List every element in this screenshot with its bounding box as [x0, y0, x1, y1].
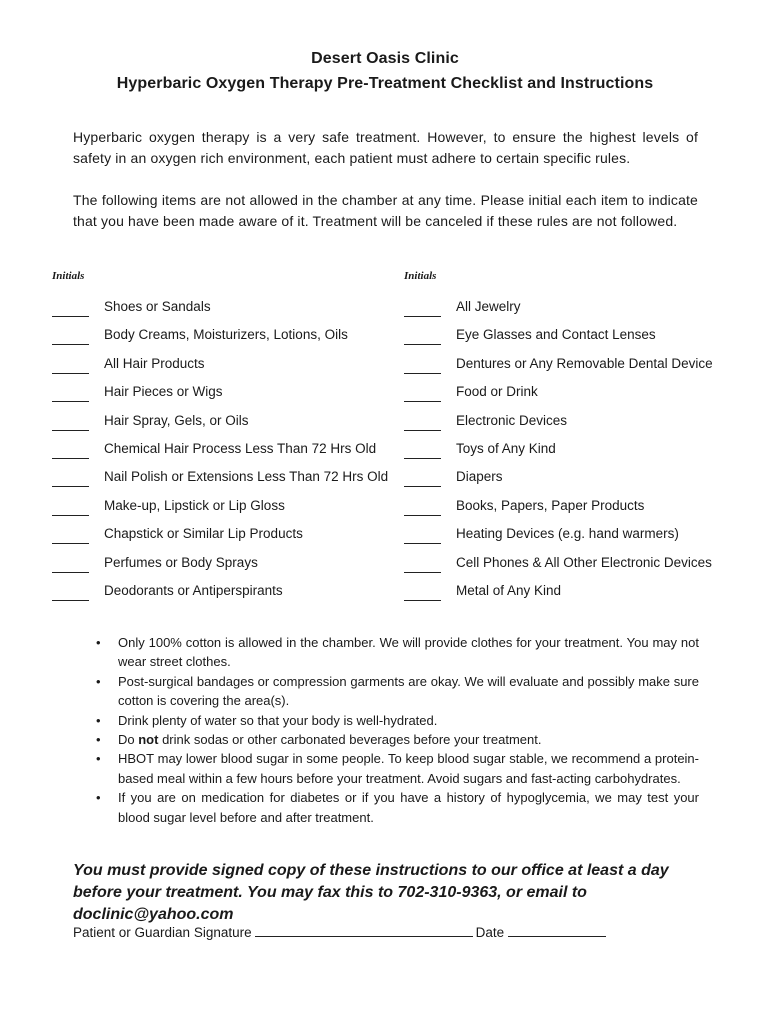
checklist-item: Toys of Any Kind [456, 440, 556, 456]
checklist-item: Books, Papers, Paper Products [456, 497, 645, 513]
instruction-item: • Only 100% cotton is allowed in the chamber. We will provide clothes for your treatment. You may not wear street clothes. [96, 635, 699, 670]
intro-paragraph-2: The following items are not allowed in the chamber at any time. Please initial each item to indicate that you have been made aware of it. Treatment will be canceled if these rules are not followed. [73, 192, 698, 229]
signature-line [73, 924, 606, 940]
checklist-item: Dentures or Any Removable Dental Device [456, 355, 713, 371]
initials-blank[interactable] [52, 543, 89, 544]
checklist-item: Hair Pieces or Wigs [104, 384, 223, 400]
checklist-item: Eye Glasses and Contact Lenses [456, 327, 656, 343]
initials-blank[interactable] [404, 344, 441, 345]
initials-blank[interactable] [52, 344, 89, 345]
initials-blank[interactable] [404, 515, 441, 516]
initials-blank[interactable] [52, 486, 89, 487]
initials-blank[interactable] [404, 572, 441, 573]
checklist-item: Body Creams, Moisturizers, Lotions, Oils [104, 327, 348, 343]
initials-blank[interactable] [52, 373, 89, 374]
date-label: Date [475, 925, 505, 940]
instruction-item: • Post-surgical bandages or compression garments are okay. We will evaluate and possibly make sure cotton is covering the area(s). [96, 673, 699, 709]
checklist-item: Nail Polish or Extensions Less Than 72 Hrs Old [104, 469, 389, 485]
checklist-item: Shoes or Sandals [104, 299, 211, 314]
clinic-name: Desert Oasis Clinic [311, 50, 459, 67]
checklist-item: All Jewelry [456, 299, 521, 314]
checklist-item: Heating Devices (e.g. hand warmers) [456, 526, 679, 542]
initials-blank[interactable] [404, 600, 441, 601]
checklist-item: Make-up, Lipstick or Lip Gloss [104, 497, 285, 513]
bullet-icon: • [96, 751, 101, 767]
form-title: Hyperbaric Oxygen Therapy Pre-Treatment Checklist and Instructions [116, 75, 654, 92]
initials-header-left: Initials [52, 270, 85, 282]
checklist-item: Food or Drink [456, 384, 538, 400]
initials-header-right: Initials [404, 270, 437, 282]
bullet-icon: • [96, 732, 101, 748]
checklist-item: All Hair Products [104, 355, 205, 371]
checklist-item: Perfumes or Body Sprays [104, 554, 258, 570]
initials-blank[interactable] [52, 458, 89, 459]
bullet-icon: • [96, 673, 101, 689]
instructions-list [96, 633, 699, 827]
checklist-item: Chapstick or Similar Lip Products [104, 526, 303, 542]
checklist-item: Cell Phones & All Other Electronic Devices [456, 554, 712, 570]
bullet-icon: • [96, 790, 101, 806]
signature-label: Patient or Guardian Signature [73, 925, 252, 940]
initials-blank[interactable] [52, 600, 89, 601]
checklist-item: Hair Spray, Gels, or Oils [104, 412, 249, 428]
checklist-item: Chemical Hair Process Less Than 72 Hrs Old [104, 440, 377, 456]
initials-blank[interactable] [52, 401, 89, 402]
signature-field[interactable] [255, 924, 473, 937]
checklist-item: Metal of Any Kind [456, 582, 562, 598]
bullet-icon: • [96, 635, 101, 650]
intro-paragraph-1: Hyperbaric oxygen therapy is a very safe treatment. However, to ensure the highest levels of safety in an oxygen rich environment, each patient must adhere to certain specific rules. [73, 129, 698, 166]
initials-blank[interactable] [52, 572, 89, 573]
initials-blank[interactable] [404, 543, 441, 544]
initials-blank[interactable] [52, 515, 89, 516]
submission-notice: You must provide signed copy of these instructions to our office at least a day before your treatment. You may fax this to 702-310-9363, or email to doclinic@yahoo.com [73, 862, 669, 923]
bullet-icon: • [96, 712, 101, 728]
initials-blank[interactable] [404, 373, 441, 374]
date-field[interactable] [508, 924, 606, 937]
instruction-item: • If you are on medication for diabetes or if you have a history of hypoglycemia, we may test your blood sugar level before and after treatment. [96, 790, 699, 825]
instruction-item: • Do not drink sodas or other carbonated beverages before your treatment. [96, 730, 699, 749]
initials-blank[interactable] [404, 486, 441, 487]
instruction-item: • HBOT may lower blood sugar in some people. To keep blood sugar stable, we recommend a protein-based meal within a few hours before your treatment. Avoid sugars and fast-acting carbohydrates. [96, 751, 699, 786]
initials-blank[interactable] [404, 316, 441, 317]
initials-blank[interactable] [52, 430, 89, 431]
initials-blank[interactable] [404, 458, 441, 459]
checklist-item: Deodorants or Antiperspirants [104, 582, 283, 598]
instruction-item: • Drink plenty of water so that your body is well-hydrated. [96, 711, 699, 730]
emphasis-not: not [138, 732, 159, 748]
initials-blank[interactable] [52, 316, 89, 317]
initials-blank[interactable] [404, 401, 441, 402]
checklist-item: Diapers [456, 469, 503, 485]
initials-blank[interactable] [404, 430, 441, 431]
checklist-item: Electronic Devices [456, 412, 568, 428]
